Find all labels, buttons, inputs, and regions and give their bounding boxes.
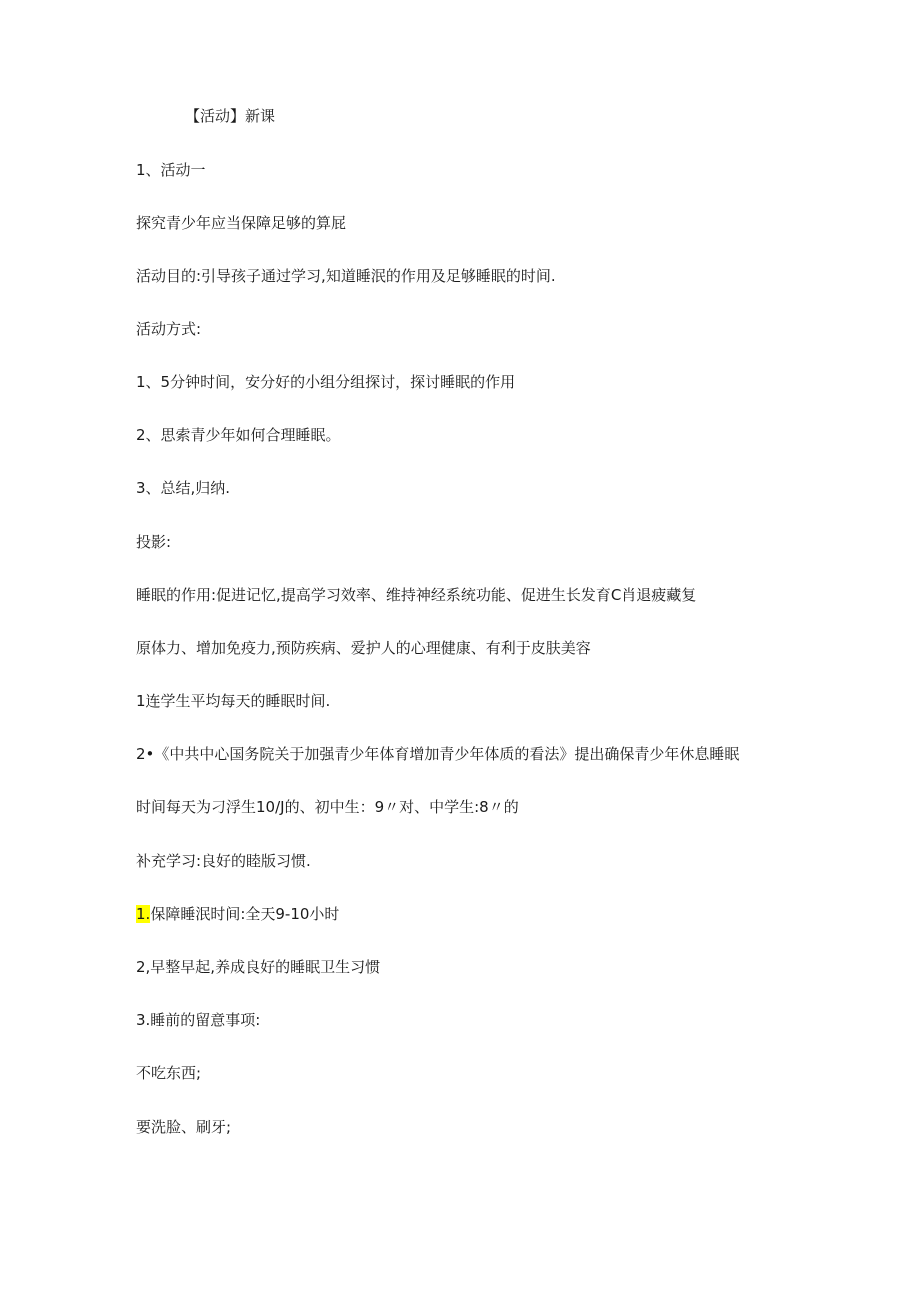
purpose-line: 活动目的:引导孩子通过学习,知道睡泯的作用及足够睡眠的时间.: [136, 267, 556, 285]
method-item-1: 1、5分钟时间，安分好的小组分组探讨，探讨睡眠的作用: [136, 373, 516, 391]
habit-1-text: 保障睡泯时间:全天9-10小时: [150, 905, 340, 923]
habit-item-3: 3.睡前的留意事项:: [136, 1011, 261, 1029]
projection-label: 投影:: [136, 533, 172, 551]
sleep-effects-line-2: 原体力、增加免疫力,预防疾病、爱护人的心理健康、有利于皮肤美容: [136, 639, 591, 657]
note-item-2: 要洗脸、刷牙;: [136, 1118, 232, 1136]
method-label: 活动方式:: [136, 320, 202, 338]
habit-1-number-highlighted: 1.: [136, 905, 151, 923]
section-heading: 【活动】新课: [185, 107, 276, 125]
method-item-2: 2、思索青少年如何合理睡眠。: [136, 426, 341, 444]
habit-item-2: 2,早整早起,养成良好的睡眠卫生习惯: [136, 958, 381, 976]
activity-title: 1、活动一: [136, 161, 206, 179]
supplement-label: 补充学习:良好的睦版习惯.: [136, 852, 311, 870]
policy-line-1: 2•《中共中心国务院关于加强青少年体育增加青少年体质的看法》提出确保青少年休息睡眠: [136, 745, 740, 763]
policy-line-2: 时间每天为刁浮生10/J的、初中生：9〃对、中学生:8〃的: [136, 798, 519, 816]
method-item-3: 3、总结,归纳.: [136, 479, 231, 497]
average-sleep-line: 1连学生平均每天的睡眠时间.: [136, 692, 331, 710]
sleep-effects-line-1: 睡眠的作用:促进记忆,提高学习效率、维持神经系统功能、促进生长发育C肖退疲藏复: [136, 586, 697, 604]
habit-item-1: [136, 904, 339, 924]
topic-line: 探究青少年应当保障足够的算屁: [136, 214, 347, 232]
note-item-1: 不吃东西;: [136, 1064, 202, 1082]
